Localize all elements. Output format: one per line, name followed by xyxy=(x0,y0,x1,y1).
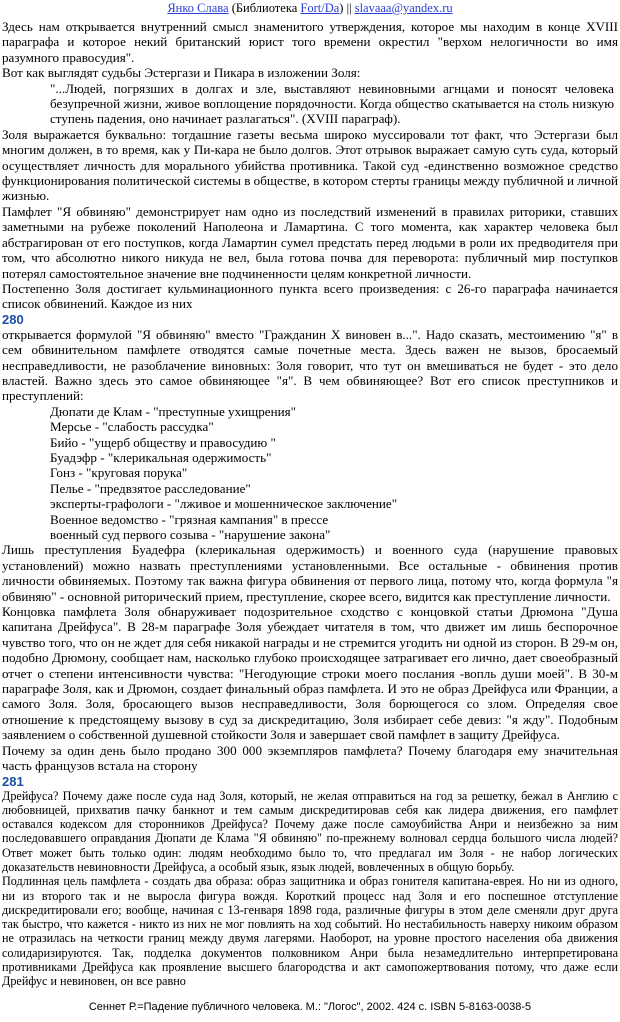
list-item: военный суд первого созыва - "нарушение закона" xyxy=(50,527,331,542)
accused-list xyxy=(50,404,618,543)
list-item: Пелье - "предвзятое расследование" xyxy=(50,480,251,496)
list-item: эксперты-графологи - "лживое и мошенническое заключение" xyxy=(50,496,398,512)
list-item: Бийо - "ущерб обществу и правосудию " xyxy=(50,434,276,450)
paragraph: Дрейфуса? Почему даже после суда над Золя, который, не желая отправиться на год за решетку, бежал в Англию с любовницей, прихватив пачку банкнот и тем самым дискредитировав себя как лидера движения, его памфлет оставался кодексом для сторонников Дрейфуса? Почему даже после самоубийства Анри и неизбежно за ним последовавшего оправдания Дюпати де Клама "Я обвиняю" по-прежнему волновал сердца большого числа людей? Ответ может быть только один: людям необходимо было то, что предлагал им Золя - не набор логических доказательств невиновности Дрейфуса, а особый язык, язык людей, вовлеченных в общую борьбу. xyxy=(2,788,618,874)
list-item: Мерсье - "слабость рассудка" xyxy=(50,419,214,435)
author-link[interactable]: Янко Слава xyxy=(167,1,229,15)
page-header xyxy=(0,0,620,16)
page-number-280: 280 xyxy=(2,311,24,327)
list-item: Дюпати де Клам - "преступные ухищрения" xyxy=(50,403,296,419)
email-link[interactable]: slavaaa@yandex.ru xyxy=(354,1,453,15)
paragraph: Памфлет "Я обвиняю" демонстрирует нам одно из последствий изменений в правилах риторики, ставших заметными на рубеже поколений Наполеона и Ламартина. С того момента, как характер человека был абстрагирован от его поступков, когда Ламартин сумел предстать перед людьми в роли их предводителя при том, что абсолютно никого никуда не вел, была готова почва для переворота: публичный мир поступков потерял самостоятельное значение вне подчиненности целям конкретной личности. xyxy=(2,203,618,281)
paragraph: Концовка памфлета Золя обнаруживает подозрительное сходство с концовкой статьи Дрюмона "Душа капитана Дрейфуса". В 28-м параграфе Золя убеждает читателя в том, что движет им лишь беспорочное чувство того, что он не ждет для себя никакой награды и не стремится угодить ни одной из сторон. В 29-м он, подобно Дрюмону, сообщает нам, насколько глубоко происходящее затрагивает его лично, дает своеобразный отчет о степени интенсивности чувства: "Негодующие строки моего послания -вопль души моей". В 30-м параграфе Золя, как и Дрюмон, создает финальный образ памфлета. И это не образ Дрейфуса или Франции, а самого Золя. Золя, бросающего вызов несправедливости, Золя борющегося со злом. Определяя свое отношение к предстоящему вызову в суд за дискредитацию, Золя избирает себе девиз: "я жду". Подобным заявлением о собственной душевной стойкости Золя и завершает свой памфлет в защиту Дрейфуса. xyxy=(2,604,618,743)
page-number-281: 281 xyxy=(2,773,24,789)
paragraph: Постепенно Золя достигает кульминационного пункта всего произведения: с 26-го параграфа начинается список обвинений. Каждое из них xyxy=(2,280,618,312)
library-text-open: (Библиотека xyxy=(228,1,301,15)
paragraph: Золя выражается буквально: тогдашние газеты весьма широко муссировали тот факт, что Эстергази был многим должен, в то время, как у Пи-кара не было долгов. Этот отрывок выражает самую суть суда, который осуществляет личность для морального убийства противника. Такой суд -единственно возможное средство функционирования политической системы в обществе, в котором стерты границы между публичной и личной жизнью. xyxy=(2,126,618,204)
paragraph: Лишь преступления Буадефра (клерикальная одержимость) и военного суда (нарушение правовых установлений) можно назвать преступлениями установленными. Все остальные - обвинения против личности обвиняемых. Поэтому так важна фигура обвинения от первого лица, потому что, когда формула "я обвиняю" - основной риторический прием, преступление, скорее всего, видится как преступление личности. xyxy=(2,542,618,604)
list-item: Военное ведомство - "грязная кампания" в прессе xyxy=(50,511,329,527)
paragraph: Подлинная цель памфлета - создать два образа: образ защитника и образ гонителя капитана-еврея. Но ни из одного, ни из второго так и не выросла фигура вождя. Короткий процесс над Золя и его поспешное отступление дискредитировали его; вообще, начиная с 13-генваря 1898 года, различные фигуры в этом деле сменяли друг друга так быстро, что кажется - никто из них не мог повлиять на ход событий. Но нестабильность наверху никоим образом не отразилась на четкости границ между двумя лагерями. Наоборот, на уровне простого населения оба движения солидаризируются. Так, подделка документов полковником Анри была незамедлительно интерпретирована противниками Дрейфуса как проявление высшего благородства и акт самопожертвования потому, что даже если Дрейфус и невиновен, он все равно xyxy=(2,874,618,989)
list-item: Гонз - "круговая порука" xyxy=(50,465,188,481)
fortda-link[interactable]: Fort/Da xyxy=(300,1,340,15)
paragraph: открывается формулой "Я обвиняю" вместо "Гражданин X виновен в...". Надо сказать, местоимению "я" в сем обвинительном памфлете отводятся самые почетные места. Здесь важен не вызов, бросаемый несправедливости, не разоблачение виновных: Золя говорит, что тут он вмешиваться не будет - это дело властей. Важно здесь это самое обвиняющее "я". В чем обвиняющее? Вот его список преступников и преступлений: xyxy=(2,326,618,404)
block-quote: "...Людей, погрязших в долгах и зле, выставляют невиновными агнцами и поносят человека безупречной жизни, живое воплощение порядочности. Когда общество скатывается на столь низкую ступень падения, оно начинает разлагаться". (XVIII параграф). xyxy=(50,80,614,127)
page-footer-citation: Сеннет Р.=Падение публичного человека. М.: "Логос", 2002. 424 с. ISBN 5-8163-0038-5 xyxy=(88,1001,532,1013)
library-text-close: ) || xyxy=(339,1,355,15)
list-item: Буадэфр - "клерикальная одержимость" xyxy=(50,449,272,465)
paragraph: Почему за один день было продано 300 000 экземпляров памфлета? Почему благодаря ему значительная часть французов встала на сторону xyxy=(2,742,618,774)
document-body xyxy=(2,19,618,989)
paragraph: Здесь нам открывается внутренний смысл знаменитого утверждения, которое мы находим в конце XVIII параграфа и которое некий британский юрист того времени окрестил "верхом нелогичности во имя разумного правосудия". xyxy=(2,19,618,65)
paragraph: Вот как выглядят судьбы Эстергази и Пикара в изложении Золя: xyxy=(2,65,361,81)
